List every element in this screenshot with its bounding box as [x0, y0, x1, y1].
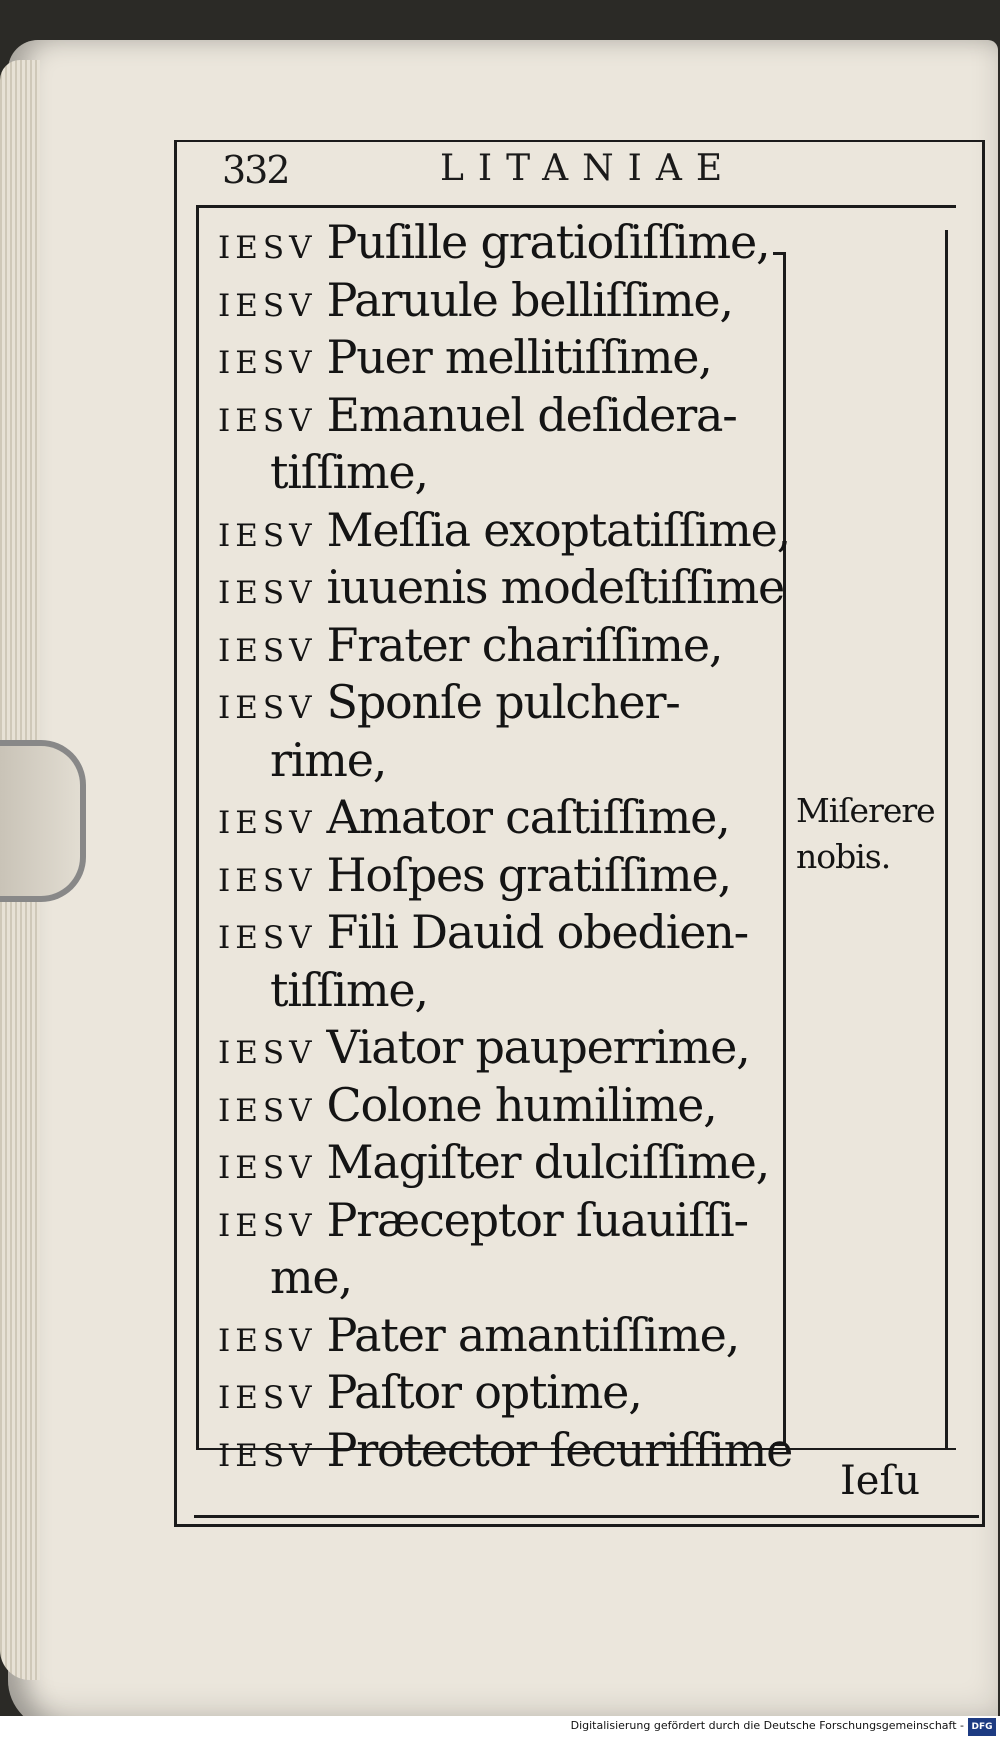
invocation-prefix: IESV: [218, 1035, 317, 1071]
litany-line: [218, 559, 785, 617]
invocation-text: Emanuel deſidera-: [326, 387, 737, 442]
invocation-prefix: IESV: [218, 517, 317, 554]
invocation-prefix: IESV: [218, 230, 317, 266]
litany-line: [218, 1249, 778, 1307]
refrain: [796, 788, 935, 880]
right-column-rule: [945, 230, 948, 1450]
invocation-prefix: IESV: [218, 1437, 317, 1474]
litany-line: [218, 1019, 778, 1077]
litany-line: [218, 214, 778, 272]
invocation-prefix: IESV: [218, 287, 317, 324]
book-clasp: [0, 740, 86, 902]
litany-line: [218, 1422, 793, 1480]
litany-line: [218, 329, 778, 387]
litany-line: [218, 1192, 778, 1250]
invocation-prefix: IESV: [218, 1207, 317, 1244]
invocation-text: Præceptor ſuauiſſi-: [326, 1192, 748, 1247]
invocation-text: Hoſpes gratiſſime,: [326, 847, 731, 902]
invocation-text: me,: [270, 1250, 352, 1304]
invocation-prefix: IESV: [218, 690, 317, 726]
litany-lines: [218, 214, 793, 1479]
invocation-prefix: IESV: [218, 632, 317, 669]
litany-line: [218, 1364, 778, 1422]
invocation-prefix: IESV: [218, 920, 317, 956]
litany-line: [218, 904, 778, 962]
litany-line: [218, 732, 778, 790]
litany-line: [218, 962, 778, 1020]
invocation-text: Meſſia exoptatiſſime,: [326, 502, 791, 557]
litany-line: [218, 1077, 778, 1135]
invocation-prefix: IESV: [218, 862, 317, 899]
invocation-prefix: IESV: [218, 1150, 317, 1186]
invocation-prefix: IESV: [218, 1092, 317, 1129]
invocation-text: Pater amantiſſime,: [326, 1307, 740, 1362]
catchword: Ieſu: [840, 1458, 921, 1504]
litany-line: [218, 1134, 778, 1192]
invocation-text: Puer mellitiſſime,: [326, 330, 712, 384]
invocation-text: Paruule belliſſime,: [326, 272, 733, 327]
invocation-text: Puſille gratioſiſſime,: [326, 215, 770, 269]
litany-line: [218, 387, 778, 445]
invocation-prefix: IESV: [218, 402, 317, 439]
invocation-text: Sponſe pulcher-: [326, 675, 680, 729]
invocation-text: iuuenis modeſtiſſime: [326, 560, 785, 614]
invocation-prefix: IESV: [218, 575, 317, 611]
invocation-text: Paſtor optime,: [326, 1365, 642, 1419]
invocation-text: Frater chariſſime,: [326, 617, 723, 672]
invocation-text: tiſſime,: [270, 962, 428, 1017]
litany-line: [218, 1307, 778, 1365]
invocation-text: tiſſime,: [270, 445, 428, 499]
litany-line: [218, 502, 791, 560]
invocation-text: Protector ſecuriſſime: [326, 1422, 793, 1477]
litany-line: [218, 789, 778, 847]
page-number: 332: [222, 148, 289, 192]
invocation-prefix: IESV: [218, 1380, 317, 1416]
dfg-logo: DFG: [968, 1718, 996, 1736]
litany-line: [218, 617, 778, 675]
refrain-line-2: nobis.: [796, 837, 891, 876]
litany-line: [218, 272, 778, 330]
invocation-text: rime,: [270, 732, 387, 787]
invocation-text: Colone humilime,: [326, 1077, 717, 1132]
invocation-prefix: IESV: [218, 345, 317, 381]
invocation-text: Fili Dauid obedien-: [326, 905, 748, 959]
invocation-prefix: IESV: [218, 1322, 317, 1359]
frame-bottom-rule: [194, 1515, 979, 1518]
invocation-text: Viator pauperrime,: [326, 1020, 750, 1074]
litany-line: [218, 444, 778, 502]
invocation-prefix: IESV: [218, 805, 317, 841]
litany-line: [218, 674, 778, 732]
running-head: LITANIAE: [440, 148, 737, 189]
invocation-text: Amator caſtiſſime,: [326, 790, 730, 844]
litany-line: [218, 847, 778, 905]
refrain-line-1: Miſerere: [796, 791, 935, 830]
invocation-text: Magiſter dulciſſime,: [326, 1135, 770, 1189]
footer-credit: Digitalisierung gefördert durch die Deutsche Forschungsgemeinschaft -: [570, 1719, 964, 1732]
